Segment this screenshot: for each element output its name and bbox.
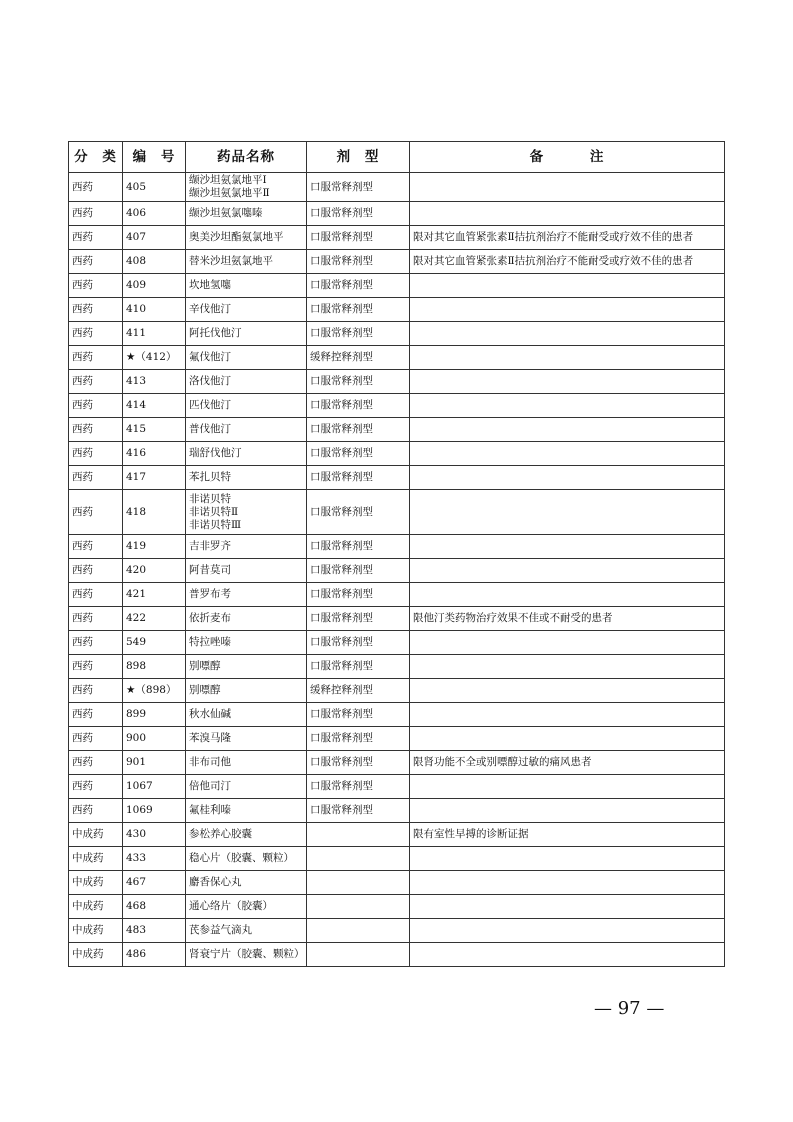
- drug-name-cell: [186, 226, 307, 250]
- category-cell: 西药: [69, 679, 123, 703]
- remark-cell: [410, 346, 725, 370]
- table-row: [69, 274, 725, 298]
- drug-name-line: 普伐他汀: [189, 423, 231, 435]
- table-row: [69, 466, 725, 490]
- drug-name-cell: [186, 490, 307, 535]
- remark-cell: [410, 799, 725, 823]
- drug-name-line: 非布司他: [189, 756, 231, 768]
- remark-cell: [410, 703, 725, 727]
- code-cell: 421: [123, 583, 186, 607]
- drug-name-cell: [186, 442, 307, 466]
- dosage-form-cell: 口服常释剂型: [307, 173, 410, 202]
- category-cell: 西药: [69, 442, 123, 466]
- drug-name-line: 别嘌醇: [189, 660, 221, 672]
- category-cell: 西药: [69, 583, 123, 607]
- drug-name-cell: [186, 346, 307, 370]
- category-cell: 西药: [69, 298, 123, 322]
- header-code: 编 号: [123, 142, 186, 173]
- remark-cell: [410, 442, 725, 466]
- drug-name-cell: [186, 607, 307, 631]
- remark-cell: [410, 655, 725, 679]
- remark-cell: [410, 679, 725, 703]
- category-cell: 中成药: [69, 823, 123, 847]
- page-number: — 97 —: [594, 998, 665, 1019]
- category-cell: 中成药: [69, 895, 123, 919]
- drug-name-line: 洛伐他汀: [189, 375, 231, 387]
- dosage-form-cell: 口服常释剂型: [307, 607, 410, 631]
- category-cell: 西药: [69, 559, 123, 583]
- remark-cell: [410, 370, 725, 394]
- table-body: [69, 173, 725, 967]
- drug-table: [68, 141, 725, 967]
- dosage-form-cell: 缓释控释剂型: [307, 346, 410, 370]
- dosage-form-cell: 口服常释剂型: [307, 535, 410, 559]
- table-row: [69, 583, 725, 607]
- table-row: [69, 823, 725, 847]
- category-cell: 西药: [69, 703, 123, 727]
- drug-name-line: 缬沙坦氨氯噻嗪: [189, 207, 263, 219]
- dosage-form-cell: 口服常释剂型: [307, 775, 410, 799]
- drug-name-line: 坎地氢噻: [189, 279, 231, 291]
- drug-name-cell: [186, 727, 307, 751]
- drug-name-line: 氟伐他汀: [189, 351, 231, 363]
- code-cell: 1069: [123, 799, 186, 823]
- dosage-form-cell: 口服常释剂型: [307, 418, 410, 442]
- table-row: [69, 871, 725, 895]
- table-row: [69, 442, 725, 466]
- drug-name-cell: [186, 655, 307, 679]
- table-row: [69, 394, 725, 418]
- drug-name-cell: [186, 775, 307, 799]
- dosage-form-cell: 口服常释剂型: [307, 466, 410, 490]
- remark-cell: [410, 298, 725, 322]
- drug-name-line: 麝香保心丸: [189, 876, 242, 888]
- table-row: [69, 847, 725, 871]
- remark-cell: [410, 490, 725, 535]
- table-row: [69, 346, 725, 370]
- header-category: 分 类: [69, 142, 123, 173]
- drug-name-line: 阿托伐他汀: [189, 327, 242, 339]
- table-row: [69, 250, 725, 274]
- remark-cell: [410, 943, 725, 967]
- dosage-form-cell: 口服常释剂型: [307, 799, 410, 823]
- code-cell: 420: [123, 559, 186, 583]
- drug-name-line: 秋水仙碱: [189, 708, 231, 720]
- code-cell: 468: [123, 895, 186, 919]
- drug-name-line: 氟桂利嗪: [189, 804, 231, 816]
- drug-name-cell: [186, 583, 307, 607]
- category-cell: 西药: [69, 727, 123, 751]
- table-row: [69, 607, 725, 631]
- drug-name-line: 通心络片（胶囊）: [189, 900, 273, 912]
- dosage-form-cell: [307, 895, 410, 919]
- dosage-form-cell: 口服常释剂型: [307, 370, 410, 394]
- remark-cell: 限有室性早搏的诊断证据: [410, 823, 725, 847]
- drug-name-line: 倍他司汀: [189, 780, 231, 792]
- table-row: [69, 727, 725, 751]
- drug-name-line: 奥美沙坦酯氨氯地平: [189, 231, 284, 243]
- code-cell: 415: [123, 418, 186, 442]
- drug-name-cell: [186, 559, 307, 583]
- code-cell: 408: [123, 250, 186, 274]
- remark-cell: [410, 559, 725, 583]
- dosage-form-cell: [307, 943, 410, 967]
- dosage-form-cell: 口服常释剂型: [307, 703, 410, 727]
- drug-name-line: 苯扎贝特: [189, 471, 231, 483]
- code-cell: 899: [123, 703, 186, 727]
- drug-name-cell: [186, 799, 307, 823]
- category-cell: 西药: [69, 346, 123, 370]
- remark-cell: [410, 466, 725, 490]
- category-cell: 西药: [69, 226, 123, 250]
- remark-cell: [410, 775, 725, 799]
- dosage-form-cell: 口服常释剂型: [307, 583, 410, 607]
- category-cell: 西药: [69, 607, 123, 631]
- remark-cell: [410, 322, 725, 346]
- category-cell: 中成药: [69, 943, 123, 967]
- code-cell: 549: [123, 631, 186, 655]
- drug-name-cell: [186, 250, 307, 274]
- code-cell: ★（898）: [123, 679, 186, 703]
- drug-name-cell: [186, 394, 307, 418]
- dosage-form-cell: [307, 847, 410, 871]
- table-row: [69, 751, 725, 775]
- category-cell: 西药: [69, 202, 123, 226]
- remark-cell: [410, 202, 725, 226]
- drug-name-cell: [186, 418, 307, 442]
- drug-name-line: 辛伐他汀: [189, 303, 231, 315]
- table-row: [69, 775, 725, 799]
- table-row: [69, 919, 725, 943]
- category-cell: 西药: [69, 250, 123, 274]
- dosage-form-cell: 口服常释剂型: [307, 298, 410, 322]
- drug-name-line: 依折麦布: [189, 612, 231, 624]
- drug-name-line: 匹伐他汀: [189, 399, 231, 411]
- drug-name-cell: [186, 703, 307, 727]
- remark-cell: 限对其它血管紧张素Ⅱ拮抗剂治疗不能耐受或疗效不佳的患者: [410, 250, 725, 274]
- remark-cell: [410, 895, 725, 919]
- code-cell: 1067: [123, 775, 186, 799]
- dosage-form-cell: 口服常释剂型: [307, 751, 410, 775]
- category-cell: 西药: [69, 490, 123, 535]
- remark-cell: [410, 583, 725, 607]
- remark-cell: [410, 727, 725, 751]
- dosage-form-cell: 口服常释剂型: [307, 322, 410, 346]
- code-cell: 410: [123, 298, 186, 322]
- remark-cell: 限肾功能不全或别嘌醇过敏的痛风患者: [410, 751, 725, 775]
- table-row: [69, 322, 725, 346]
- drug-name-cell: [186, 943, 307, 967]
- table-row: [69, 298, 725, 322]
- drug-name-line: 吉非罗齐: [189, 540, 231, 552]
- code-cell: 416: [123, 442, 186, 466]
- dosage-form-cell: 口服常释剂型: [307, 394, 410, 418]
- code-cell: ★（412）: [123, 346, 186, 370]
- category-cell: 西药: [69, 173, 123, 202]
- category-cell: 中成药: [69, 871, 123, 895]
- remark-cell: [410, 173, 725, 202]
- table-row: [69, 370, 725, 394]
- code-cell: 430: [123, 823, 186, 847]
- drug-name-cell: [186, 871, 307, 895]
- remark-cell: [410, 535, 725, 559]
- code-cell: 414: [123, 394, 186, 418]
- category-cell: 西药: [69, 322, 123, 346]
- category-cell: 西药: [69, 775, 123, 799]
- remark-cell: [410, 871, 725, 895]
- dosage-form-cell: 口服常释剂型: [307, 202, 410, 226]
- category-cell: 西药: [69, 751, 123, 775]
- drug-name-line: 非诺贝特Ⅲ: [189, 518, 242, 531]
- drug-name-cell: [186, 466, 307, 490]
- code-cell: 406: [123, 202, 186, 226]
- table-row: [69, 631, 725, 655]
- drug-name-cell: [186, 298, 307, 322]
- category-cell: 西药: [69, 631, 123, 655]
- table-row: [69, 895, 725, 919]
- dosage-form-cell: 口服常释剂型: [307, 226, 410, 250]
- dosage-form-cell: 口服常释剂型: [307, 490, 410, 535]
- drug-name-line: 非诺贝特: [189, 492, 231, 505]
- drug-name-line: 参松养心胶囊: [189, 828, 252, 840]
- code-cell: 405: [123, 173, 186, 202]
- dosage-form-cell: [307, 823, 410, 847]
- drug-name-line: 非诺贝特Ⅱ: [189, 505, 239, 518]
- code-cell: 901: [123, 751, 186, 775]
- drug-name-cell: [186, 631, 307, 655]
- code-cell: 467: [123, 871, 186, 895]
- remark-cell: [410, 847, 725, 871]
- category-cell: 中成药: [69, 847, 123, 871]
- remark-cell: [410, 274, 725, 298]
- table-row: [69, 559, 725, 583]
- drug-name-cell: [186, 919, 307, 943]
- drug-name-cell: [186, 823, 307, 847]
- drug-name-cell: [186, 274, 307, 298]
- drug-name-cell: [186, 202, 307, 226]
- table-row: [69, 799, 725, 823]
- dosage-form-cell: 口服常释剂型: [307, 559, 410, 583]
- dosage-form-cell: 口服常释剂型: [307, 250, 410, 274]
- drug-name-line: 稳心片（胶囊、颗粒）: [189, 852, 294, 864]
- drug-name-cell: [186, 173, 307, 202]
- code-cell: 407: [123, 226, 186, 250]
- code-cell: 418: [123, 490, 186, 535]
- table-row: [69, 226, 725, 250]
- code-cell: 409: [123, 274, 186, 298]
- code-cell: 486: [123, 943, 186, 967]
- drug-name-line: 肾衰宁片（胶囊、颗粒）: [189, 948, 305, 960]
- drug-name-cell: [186, 535, 307, 559]
- drug-name-cell: [186, 751, 307, 775]
- category-cell: 西药: [69, 466, 123, 490]
- dosage-form-cell: 口服常释剂型: [307, 442, 410, 466]
- remark-cell: [410, 418, 725, 442]
- drug-name-cell: [186, 370, 307, 394]
- table-row: [69, 490, 725, 535]
- drug-name-line: 替米沙坦氨氯地平: [189, 255, 273, 267]
- category-cell: 西药: [69, 535, 123, 559]
- header-drug-name: 药品名称: [186, 142, 307, 173]
- code-cell: 900: [123, 727, 186, 751]
- dosage-form-cell: 口服常释剂型: [307, 727, 410, 751]
- drug-name-cell: [186, 847, 307, 871]
- code-cell: 417: [123, 466, 186, 490]
- code-cell: 898: [123, 655, 186, 679]
- table-header-row: [69, 142, 725, 173]
- remark-cell: [410, 631, 725, 655]
- dosage-form-cell: 口服常释剂型: [307, 274, 410, 298]
- dosage-form-cell: 口服常释剂型: [307, 631, 410, 655]
- header-dosage-form: 剂 型: [307, 142, 410, 173]
- table-row: [69, 202, 725, 226]
- table-row: [69, 703, 725, 727]
- code-cell: 419: [123, 535, 186, 559]
- drug-name-line: 别嘌醇: [189, 684, 221, 696]
- table-row: [69, 418, 725, 442]
- drug-name-line: 芪参益气滴丸: [189, 924, 252, 936]
- dosage-form-cell: [307, 919, 410, 943]
- table-row: [69, 943, 725, 967]
- remark-cell: 限对其它血管紧张素Ⅱ拮抗剂治疗不能耐受或疗效不佳的患者: [410, 226, 725, 250]
- remark-cell: 限他汀类药物治疗效果不佳或不耐受的患者: [410, 607, 725, 631]
- dosage-form-cell: 缓释控释剂型: [307, 679, 410, 703]
- table-row: [69, 535, 725, 559]
- category-cell: 中成药: [69, 919, 123, 943]
- dosage-form-cell: [307, 871, 410, 895]
- drug-name-line: 缬沙坦氨氯地平Ⅰ: [189, 174, 267, 186]
- code-cell: 483: [123, 919, 186, 943]
- code-cell: 413: [123, 370, 186, 394]
- code-cell: 433: [123, 847, 186, 871]
- drug-name-line: 特拉唑嗪: [189, 636, 231, 648]
- category-cell: 西药: [69, 370, 123, 394]
- code-cell: 411: [123, 322, 186, 346]
- drug-name-cell: [186, 679, 307, 703]
- table-row: [69, 655, 725, 679]
- category-cell: 西药: [69, 274, 123, 298]
- drug-name-cell: [186, 895, 307, 919]
- table-row: [69, 173, 725, 202]
- drug-name-line: 瑞舒伐他汀: [189, 447, 242, 459]
- table-row: [69, 679, 725, 703]
- category-cell: 西药: [69, 394, 123, 418]
- category-cell: 西药: [69, 799, 123, 823]
- dosage-form-cell: 口服常释剂型: [307, 655, 410, 679]
- header-remark: 备 注: [410, 142, 725, 173]
- remark-cell: [410, 919, 725, 943]
- drug-name-line: 阿昔莫司: [189, 564, 231, 576]
- drug-name-cell: [186, 322, 307, 346]
- category-cell: 西药: [69, 418, 123, 442]
- code-cell: 422: [123, 607, 186, 631]
- category-cell: 西药: [69, 655, 123, 679]
- remark-cell: [410, 394, 725, 418]
- drug-name-line: 缬沙坦氨氯地平Ⅱ: [189, 187, 270, 199]
- drug-name-line: 普罗布考: [189, 588, 231, 600]
- drug-name-line: 苯溴马隆: [189, 732, 231, 744]
